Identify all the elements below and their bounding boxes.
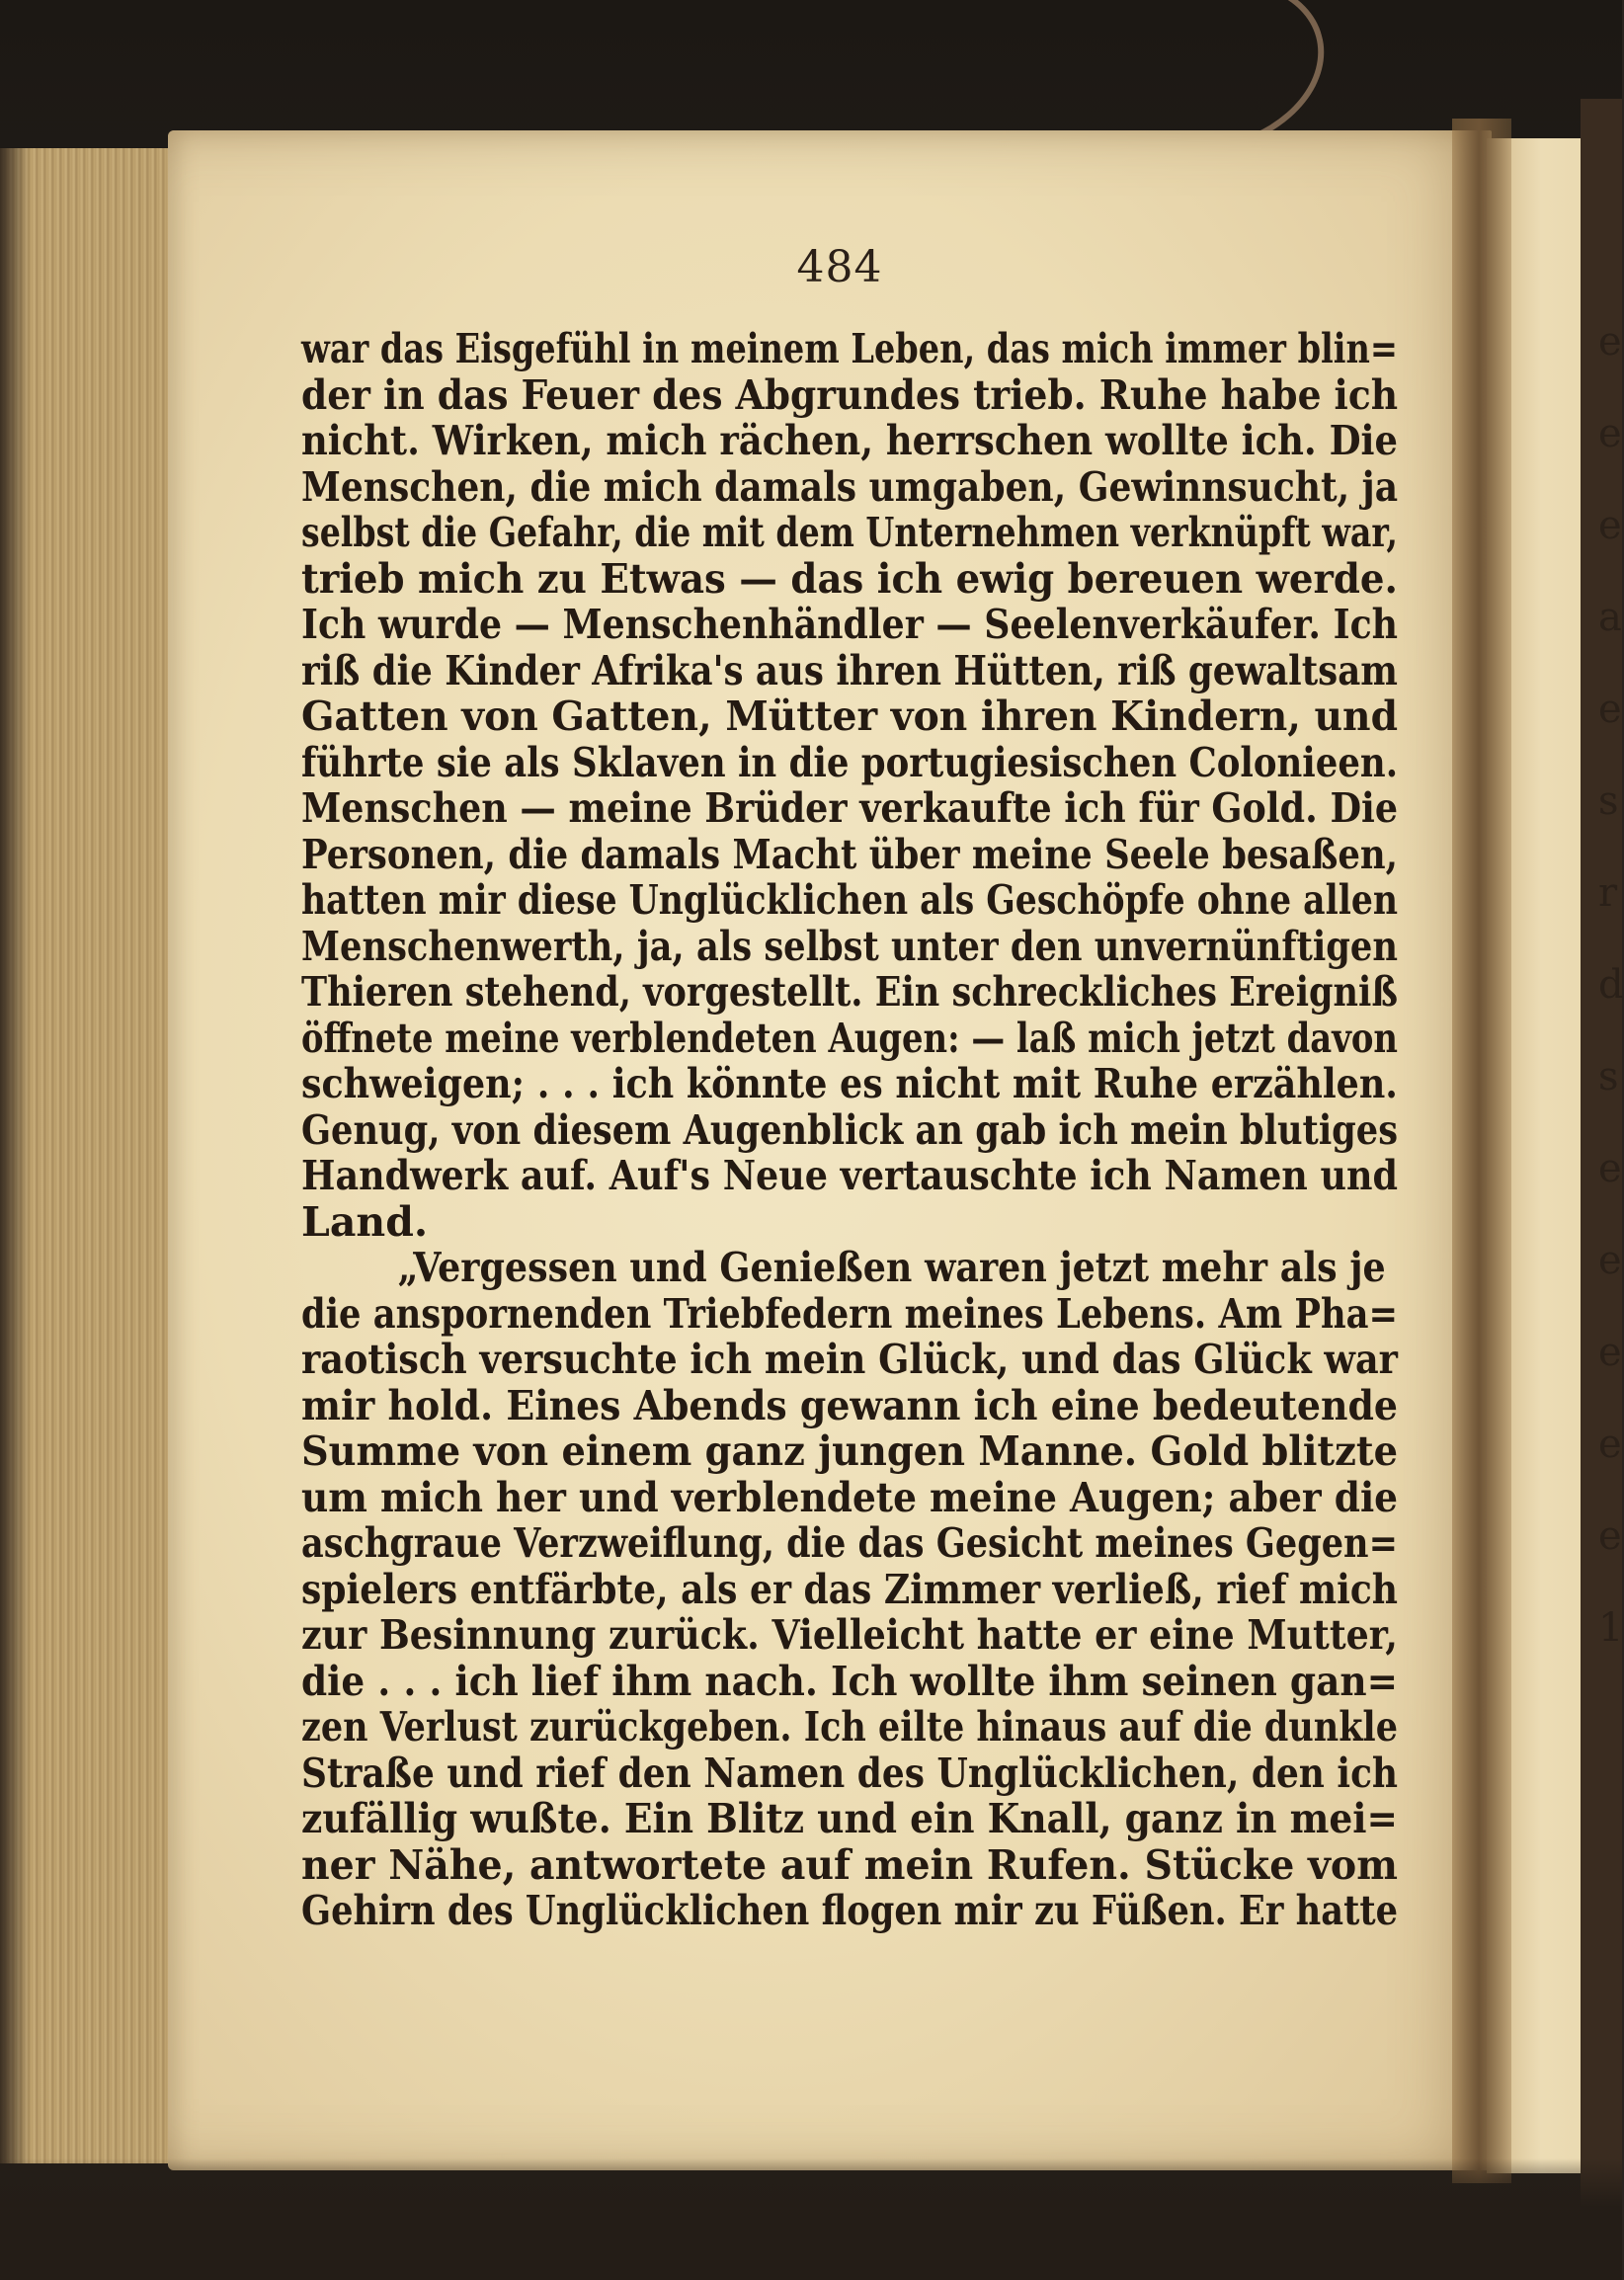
text-line: Menschen — meine Brüder verkaufte ich für Gold. Die bbox=[301, 784, 1399, 832]
text-line: die anspornenden Triebfedern meines Lebens. Am Pha= bbox=[301, 1289, 1399, 1338]
text-line: raotisch versuchte ich mein Glück, und das Glück war bbox=[301, 1336, 1398, 1383]
text-line: Ich wurde — Menschenhändler — Seelenverkäufer. Ich bbox=[301, 601, 1399, 648]
right-page-text-fragments bbox=[1598, 296, 1624, 1674]
text-line: riß die Kinder Afrika's aus ihren Hütten, riß gewaltsam bbox=[301, 646, 1398, 694]
text-line: Land. bbox=[301, 1197, 429, 1246]
right-page-fragment: e bbox=[1598, 1146, 1622, 1191]
text-line: öffnete meine verblendeten Augen: — laß mich jetzt davon bbox=[301, 1014, 1398, 1062]
text-line: „Vergessen und Genießen waren jetzt mehr als je bbox=[397, 1244, 1386, 1291]
text-line: schweigen; . . . ich könnte es nicht mit Ruhe erzählen. bbox=[301, 1060, 1398, 1107]
text-line: Gehirn des Unglücklichen flogen mir zu Füßen. Er hatte bbox=[301, 1887, 1399, 1934]
text-line: selbst die Gefahr, die mit dem Unternehmen verknüpft war, bbox=[301, 509, 1398, 556]
text-line: spielers entfärbte, als er das Zimmer verließ, rief mich bbox=[301, 1565, 1399, 1613]
bottom-shadow bbox=[0, 2158, 1622, 2280]
right-page-fragment: d bbox=[1598, 962, 1624, 1008]
text-line: ner Nähe, antwortete auf mein Rufen. Stücke vom bbox=[301, 1840, 1398, 1889]
right-page-fragment: e bbox=[1598, 319, 1622, 365]
text-line: zur Besinnung zurück. Vielleicht hatte er eine Mutter, bbox=[301, 1611, 1398, 1659]
text-line: der in das Feuer des Abgrundes trieb. Ruhe habe ich bbox=[301, 370, 1399, 419]
text-line: die . . . ich lief ihm nach. Ich wollte ihm seinen gan= bbox=[301, 1657, 1398, 1705]
right-page-fragment: e bbox=[1598, 1513, 1622, 1559]
right-page-fragment: e bbox=[1598, 1330, 1622, 1375]
text-line: Handwerk auf. Auf's Neue vertauschte ich Namen und bbox=[301, 1152, 1399, 1199]
text-line: Summe von einem ganz jungen Manne. Gold blitzte bbox=[301, 1427, 1399, 1475]
text-line: Straße und rief den Namen des Unglücklichen, den ich bbox=[301, 1749, 1399, 1797]
text-line: zen Verlust zurückgeben. Ich eilte hinaus auf die dunkle bbox=[301, 1703, 1398, 1751]
book-gutter bbox=[1452, 119, 1511, 2183]
page-text bbox=[301, 326, 1398, 1934]
text-line: zufällig wußte. Ein Blitz und ein Knall, ganz in mei= bbox=[301, 1795, 1399, 1842]
right-page-fragment: e bbox=[1598, 411, 1622, 456]
text-line: Thieren stehend, vorgestellt. Ein schreckliches Ereigniß bbox=[301, 968, 1399, 1016]
right-page-fragment: e bbox=[1598, 1238, 1622, 1283]
text-line: Menschen, die mich damals umgaben, Gewinnsucht, ja bbox=[301, 462, 1399, 511]
right-page-fragment: 1 bbox=[1598, 1605, 1624, 1651]
right-page-fragment: e bbox=[1598, 687, 1622, 732]
text-line: um mich her und verblendete meine Augen; aber die bbox=[301, 1473, 1399, 1521]
page-edges-shadow bbox=[0, 148, 30, 2163]
right-page-fragment: s bbox=[1598, 778, 1619, 824]
right-page-fragment: a bbox=[1598, 595, 1622, 640]
right-page-fragment: e bbox=[1598, 1422, 1622, 1467]
right-page-fragment: e bbox=[1598, 503, 1622, 548]
text-line: aschgraue Verzweiflung, die das Gesicht meines Gegen= bbox=[301, 1519, 1398, 1567]
right-page-fragment: r bbox=[1598, 870, 1618, 916]
text-line: Personen, die damals Macht über meine Seele besaßen, bbox=[301, 830, 1399, 878]
text-line: nicht. Wirken, mich rächen, herrschen wollte ich. Die bbox=[301, 417, 1399, 464]
text-line: mir hold. Eines Abends gewann ich eine bedeutende bbox=[301, 1381, 1399, 1429]
text-line: trieb mich zu Etwas — das ich ewig bereuen werde. bbox=[301, 554, 1399, 603]
text-line: Menschenwerth, ja, als selbst unter den unvernünftigen bbox=[301, 922, 1398, 970]
page-number: 484 bbox=[796, 242, 883, 292]
text-line: führte sie als Sklaven in die portugiesischen Colonieen. bbox=[301, 738, 1399, 786]
text-line: war das Eisgefühl in meinem Leben, das mich immer blin= bbox=[301, 325, 1398, 372]
text-line: Gatten von Gatten, Mütter von ihren Kindern, und bbox=[301, 692, 1398, 740]
right-page-fragment: s bbox=[1598, 1054, 1619, 1099]
text-line: Genug, von diesem Augenblick an gab ich mein blutiges bbox=[301, 1105, 1399, 1154]
text-line: hatten mir diese Unglücklichen als Geschöpfe ohne allen bbox=[301, 876, 1399, 924]
